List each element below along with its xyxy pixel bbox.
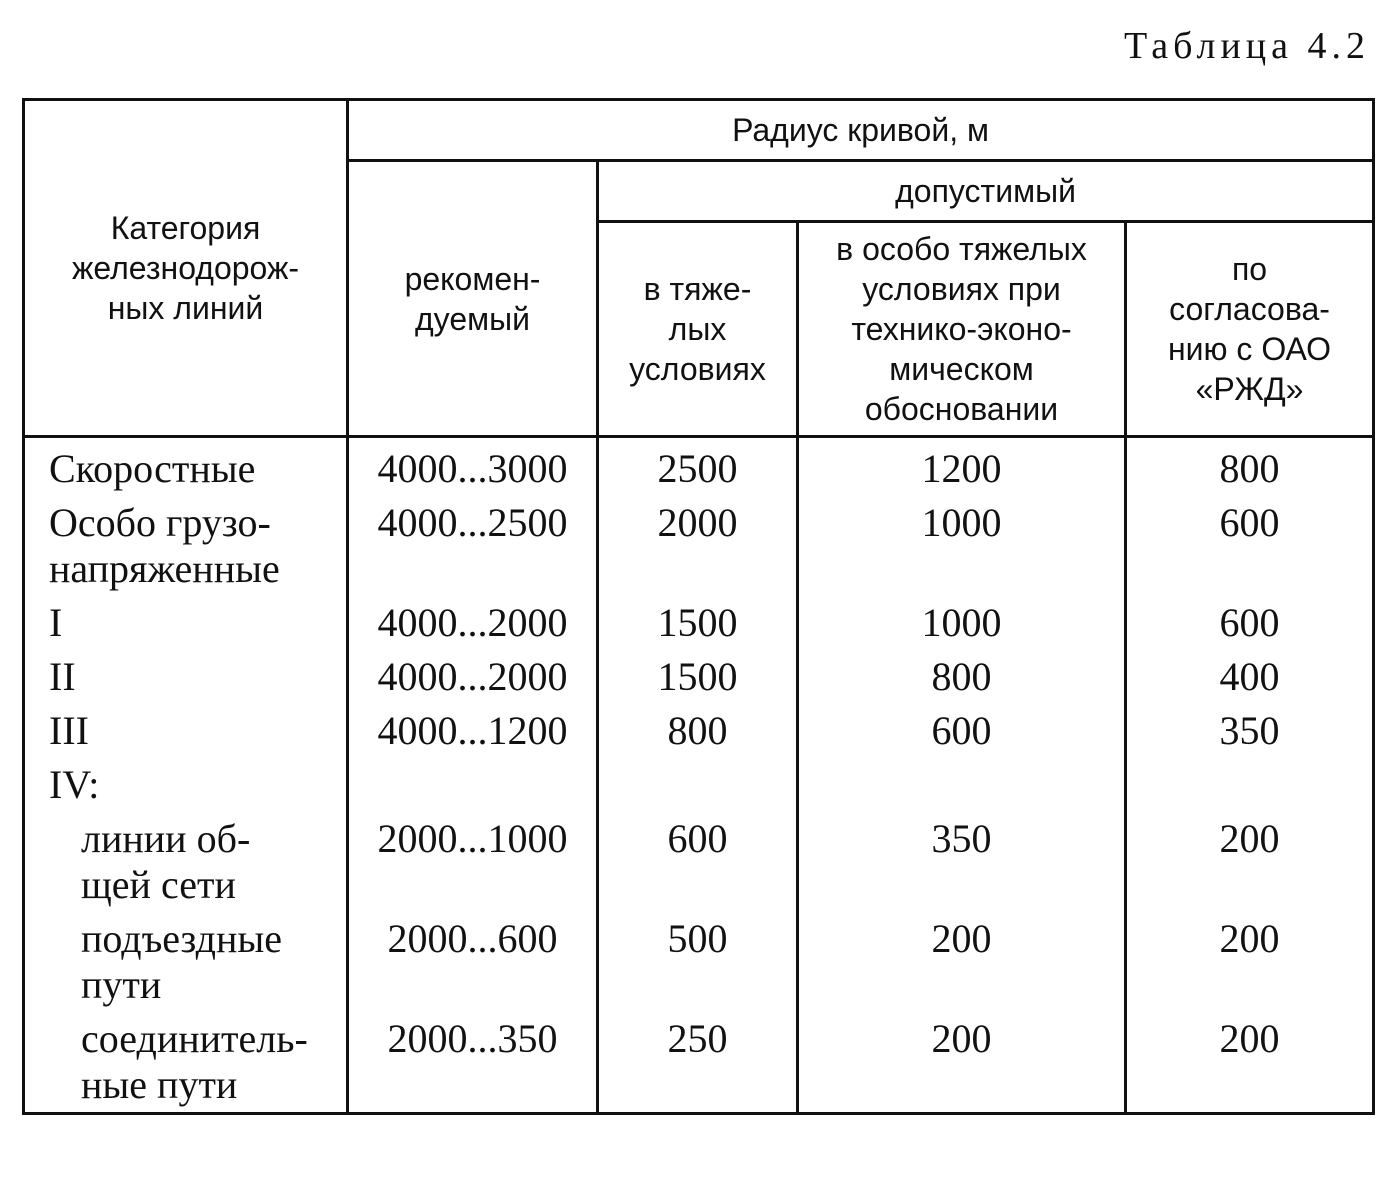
table-row: [24, 650, 1374, 704]
very-difficult-cell: 1000: [798, 596, 1126, 650]
table-row: [24, 758, 1374, 812]
recommended-cell: [348, 758, 598, 812]
category-text: линии об-щей сети: [81, 816, 251, 907]
table-row: [24, 704, 1374, 758]
table-caption: Таблица 4.2: [1123, 25, 1370, 67]
recommended-cell: 2000...350: [348, 1012, 598, 1114]
difficult-cell: 600: [598, 812, 798, 912]
very-difficult-cell: 800: [798, 650, 1126, 704]
agreement-cell: 200: [1126, 1012, 1374, 1114]
header-difficult-text: в тяже-лых условиях: [629, 271, 766, 387]
agreement-cell: 200: [1126, 912, 1374, 1012]
difficult-cell: 500: [598, 912, 798, 1012]
header-agreement-text: по согласова-нию с ОАО «РЖД»: [1167, 251, 1332, 407]
very-difficult-cell: 1200: [798, 437, 1126, 497]
agreement-cell: 600: [1126, 496, 1374, 596]
category-cell: [24, 496, 348, 596]
very-difficult-cell: [798, 758, 1126, 812]
table-row: [24, 1012, 1374, 1114]
category-cell: II: [24, 650, 348, 704]
table-header: [24, 100, 1374, 437]
table-row: [24, 912, 1374, 1012]
very-difficult-cell: 200: [798, 912, 1126, 1012]
header-recommended: [348, 161, 598, 437]
header-permissible: допустимый: [598, 161, 1374, 222]
curve-radius-table: [22, 98, 1375, 1115]
recommended-cell: 4000...2500: [348, 496, 598, 596]
difficult-cell: 2000: [598, 496, 798, 596]
header-radius: Радиус кривой, м: [348, 100, 1374, 161]
difficult-cell: 1500: [598, 596, 798, 650]
category-cell: IV:: [24, 758, 348, 812]
difficult-cell: 800: [598, 704, 798, 758]
recommended-cell: 4000...2000: [348, 596, 598, 650]
category-cell: [24, 1012, 348, 1114]
header-category: [24, 100, 348, 437]
recommended-cell: 2000...1000: [348, 812, 598, 912]
agreement-cell: 800: [1126, 437, 1374, 497]
difficult-cell: 2500: [598, 437, 798, 497]
table-row: [24, 437, 1374, 497]
category-text: соединитель-ные пути: [81, 1016, 308, 1107]
agreement-cell: 600: [1126, 596, 1374, 650]
table-row: [24, 596, 1374, 650]
very-difficult-cell: 600: [798, 704, 1126, 758]
header-category-text: Категория железнодорож-ных линий: [71, 210, 300, 326]
category-cell: Скоростные: [24, 437, 348, 497]
recommended-cell: 4000...2000: [348, 650, 598, 704]
header-agreement: [1126, 222, 1374, 437]
category-cell: I: [24, 596, 348, 650]
very-difficult-cell: 1000: [798, 496, 1126, 596]
recommended-cell: 4000...3000: [348, 437, 598, 497]
header-difficult: [598, 222, 798, 437]
category-cell: III: [24, 704, 348, 758]
agreement-cell: 400: [1126, 650, 1374, 704]
very-difficult-cell: 350: [798, 812, 1126, 912]
difficult-cell: 250: [598, 1012, 798, 1114]
difficult-cell: 1500: [598, 650, 798, 704]
agreement-cell: 350: [1126, 704, 1374, 758]
category-text: Особо грузо-напряженные: [49, 500, 280, 591]
agreement-cell: [1126, 758, 1374, 812]
recommended-cell: 4000...1200: [348, 704, 598, 758]
table-row: [24, 812, 1374, 912]
table-row: [24, 496, 1374, 596]
very-difficult-cell: 200: [798, 1012, 1126, 1114]
category-cell: [24, 812, 348, 912]
agreement-cell: 200: [1126, 812, 1374, 912]
header-very-difficult-text: в особо тяжелых условиях при технико-эконо-мическом обосновании: [836, 231, 1087, 427]
category-text: подъездные пути: [81, 916, 282, 1007]
difficult-cell: [598, 758, 798, 812]
table-body: [24, 437, 1374, 1114]
header-very-difficult: [798, 222, 1126, 437]
recommended-cell: 2000...600: [348, 912, 598, 1012]
category-cell: [24, 912, 348, 1012]
header-recommended-text: рекомен-дуемый: [404, 260, 541, 337]
